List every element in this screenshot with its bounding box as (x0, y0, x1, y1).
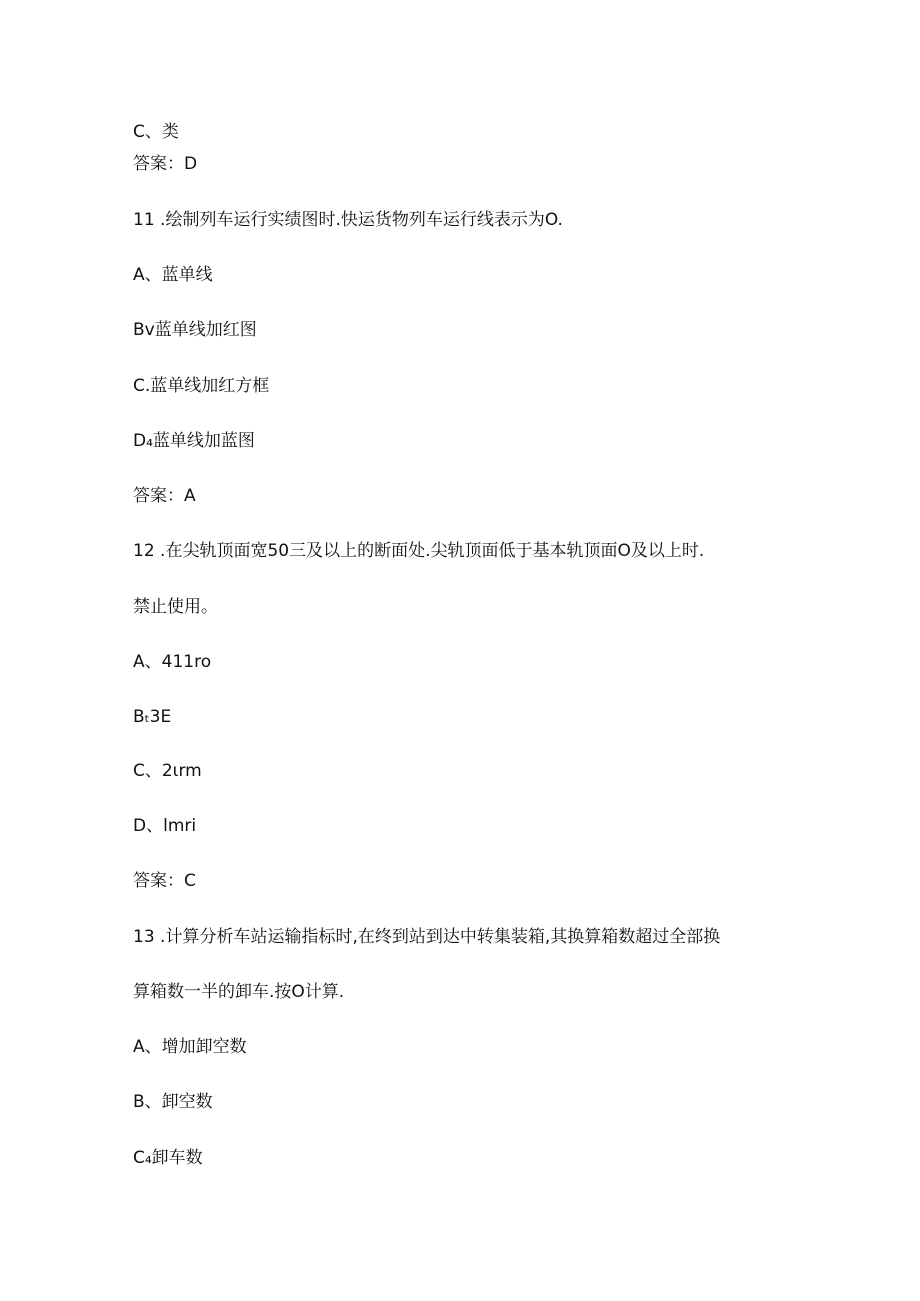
q11-question: 11 .绘制列车运行实绩图时.快运货物列车运行线表示为O. (133, 210, 563, 230)
q11-option-c: C.蓝单线加红方框 (133, 376, 270, 396)
q12-option-b: Bₜ3E (133, 707, 172, 727)
q13-question-line-1: 13 .计算分析车站运输指标时,在终到站到达中转集装箱,其换算箱数超过全部换 (133, 927, 721, 947)
q11-option-d: D₄蓝单线加蓝图 (133, 431, 255, 451)
q13-option-a: A、增加卸空数 (133, 1037, 247, 1057)
q12-option-d: D、lmri (133, 816, 197, 836)
q13-option-c: C₄卸车数 (133, 1148, 203, 1168)
q12-option-c: C、2ιrm (133, 761, 202, 781)
q11-answer: 答案：A (133, 486, 196, 506)
q12-answer: 答案：C (133, 871, 196, 891)
q12-question-line-2: 禁止使用。 (133, 597, 218, 617)
q11-option-b: Bv蓝单线加红图 (133, 320, 257, 340)
q13-question-line-2: 算箱数一半的卸车.按O计算. (133, 982, 345, 1002)
q10-option-c: C、类 (133, 122, 179, 142)
q12-option-a: A、411ro (133, 652, 212, 672)
q13-option-b: B、卸空数 (133, 1092, 213, 1112)
q10-answer: 答案：D (133, 154, 198, 174)
q11-option-a: A、蓝单线 (133, 265, 213, 285)
q12-question-line-1: 12 .在尖轨顶面宽50三及以上的断面处.尖轨顶面低于基本轨顶面O及以上时. (133, 541, 705, 561)
